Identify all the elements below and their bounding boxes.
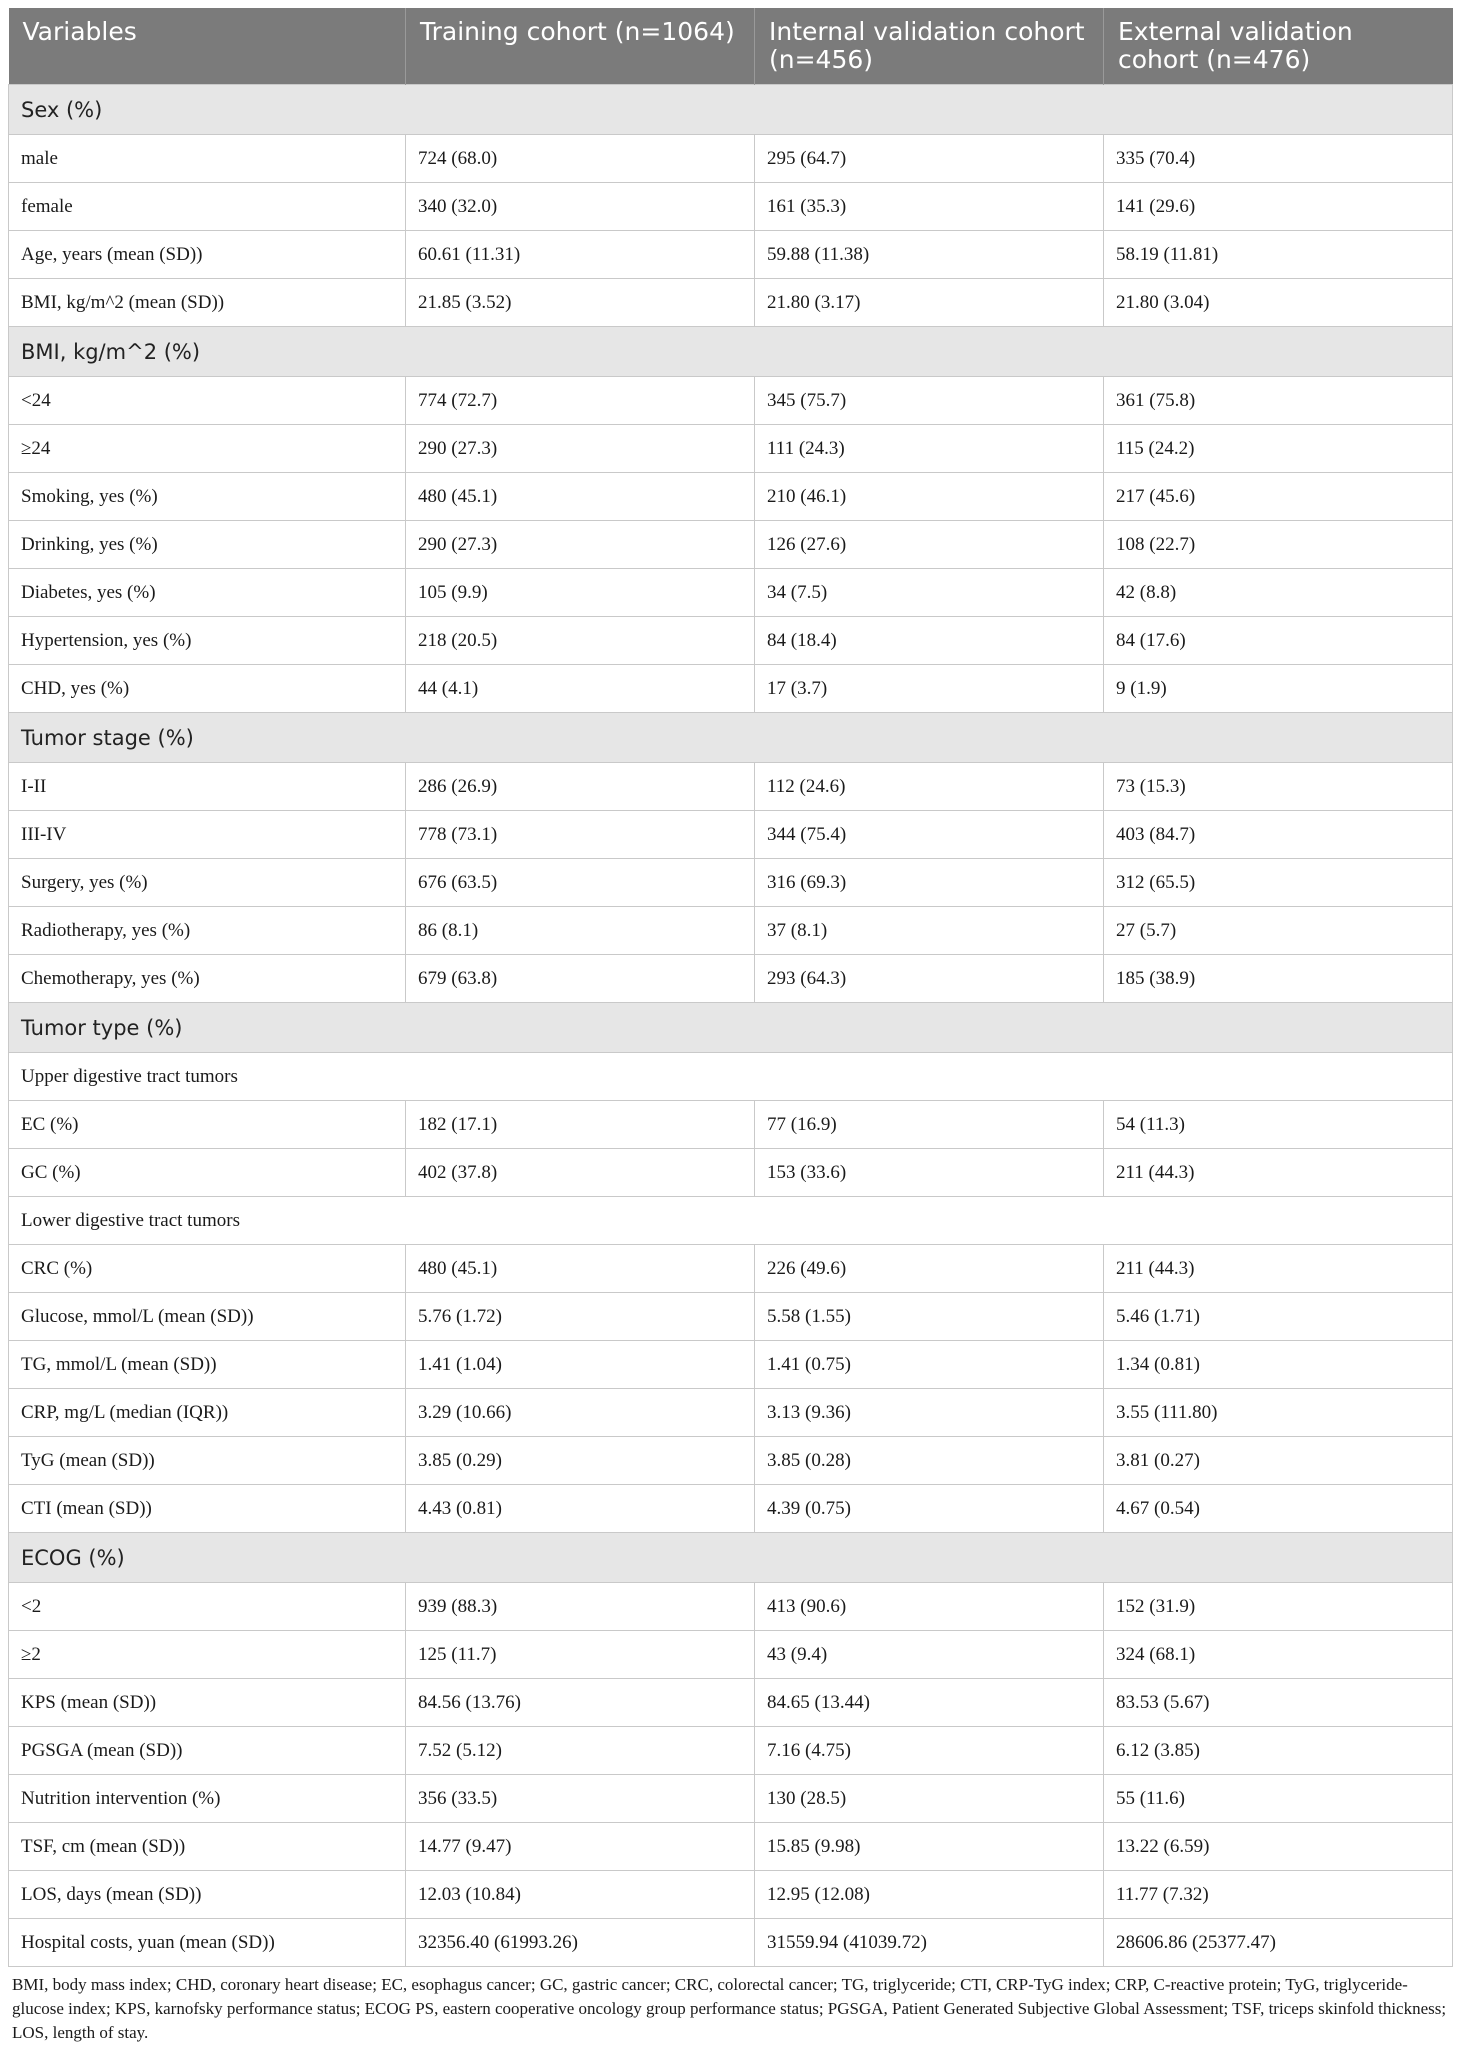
table-row	[9, 907, 1453, 955]
training-value-cell: 32356.40 (61993.26)	[406, 1919, 755, 1967]
table-row	[9, 183, 1453, 231]
variable-cell: LOS, days (mean (SD))	[9, 1871, 406, 1919]
variable-cell: male	[9, 135, 406, 183]
variable-cell: <2	[9, 1583, 406, 1631]
section-label: Tumor type (%)	[9, 1003, 1453, 1053]
internal-value-cell: 345 (75.7)	[755, 377, 1104, 425]
external-value-cell: 312 (65.5)	[1104, 859, 1453, 907]
internal-value-cell: 84 (18.4)	[755, 617, 1104, 665]
internal-value-cell: 112 (24.6)	[755, 763, 1104, 811]
section-header-row	[9, 1003, 1453, 1053]
table-row	[9, 1389, 1453, 1437]
variable-cell: TyG (mean (SD))	[9, 1437, 406, 1485]
internal-value-cell: 5.58 (1.55)	[755, 1293, 1104, 1341]
table-row	[9, 617, 1453, 665]
variable-cell: BMI, kg/m^2 (mean (SD))	[9, 279, 406, 327]
table-footnote: BMI, body mass index; CHD, coronary heart disease; EC, esophagus cancer; GC, gastric cancer; CRC, colorectal cancer; TG, triglyceride; CTI, CRP-TyG index; CRP, C-reactive protein; TyG, triglyceride-glucose index; KPS, karnofsky performance status; ECOG PS, eastern cooperative oncology group performance status; PGSGA, Patient Generated Subjective Global Assessment; TSF, triceps skinfold thickness; LOS, length of stay.	[12, 1975, 1447, 2042]
table-row	[9, 811, 1453, 859]
table-row	[9, 1293, 1453, 1341]
internal-value-cell: 37 (8.1)	[755, 907, 1104, 955]
variable-cell: <24	[9, 377, 406, 425]
internal-value-cell: 111 (24.3)	[755, 425, 1104, 473]
variable-cell: CHD, yes (%)	[9, 665, 406, 713]
external-value-cell: 3.55 (111.80)	[1104, 1389, 1453, 1437]
table-row	[9, 1583, 1453, 1631]
training-value-cell: 105 (9.9)	[406, 569, 755, 617]
external-value-cell: 11.77 (7.32)	[1104, 1871, 1453, 1919]
table-row	[9, 859, 1453, 907]
internal-value-cell: 34 (7.5)	[755, 569, 1104, 617]
external-value-cell: 335 (70.4)	[1104, 135, 1453, 183]
external-value-cell: 324 (68.1)	[1104, 1631, 1453, 1679]
subgroup-header-row	[9, 1053, 1453, 1101]
internal-value-cell: 226 (49.6)	[755, 1245, 1104, 1293]
external-value-cell: 1.34 (0.81)	[1104, 1341, 1453, 1389]
table-row	[9, 521, 1453, 569]
table-row	[9, 1631, 1453, 1679]
training-value-cell: 480 (45.1)	[406, 1245, 755, 1293]
table-row	[9, 1245, 1453, 1293]
external-value-cell: 5.46 (1.71)	[1104, 1293, 1453, 1341]
variable-cell: Nutrition intervention (%)	[9, 1775, 406, 1823]
external-value-cell: 58.19 (11.81)	[1104, 231, 1453, 279]
training-value-cell: 4.43 (0.81)	[406, 1485, 755, 1533]
table-row	[9, 425, 1453, 473]
external-value-cell: 185 (38.9)	[1104, 955, 1453, 1003]
external-value-cell: 361 (75.8)	[1104, 377, 1453, 425]
section-label: ECOG (%)	[9, 1533, 1453, 1583]
external-value-cell: 211 (44.3)	[1104, 1245, 1453, 1293]
table-row	[9, 955, 1453, 1003]
external-value-cell: 4.67 (0.54)	[1104, 1485, 1453, 1533]
training-value-cell: 44 (4.1)	[406, 665, 755, 713]
internal-value-cell: 12.95 (12.08)	[755, 1871, 1104, 1919]
variable-cell: TSF, cm (mean (SD))	[9, 1823, 406, 1871]
variable-cell: Diabetes, yes (%)	[9, 569, 406, 617]
table-row	[9, 1727, 1453, 1775]
training-value-cell: 724 (68.0)	[406, 135, 755, 183]
variable-cell: Smoking, yes (%)	[9, 473, 406, 521]
variable-cell: female	[9, 183, 406, 231]
table-row	[9, 279, 1453, 327]
variable-cell: KPS (mean (SD))	[9, 1679, 406, 1727]
training-value-cell: 182 (17.1)	[406, 1101, 755, 1149]
external-value-cell: 152 (31.9)	[1104, 1583, 1453, 1631]
training-value-cell: 340 (32.0)	[406, 183, 755, 231]
internal-value-cell: 84.65 (13.44)	[755, 1679, 1104, 1727]
internal-value-cell: 344 (75.4)	[755, 811, 1104, 859]
variable-cell: Hospital costs, yuan (mean (SD))	[9, 1919, 406, 1967]
internal-value-cell: 17 (3.7)	[755, 665, 1104, 713]
training-value-cell: 356 (33.5)	[406, 1775, 755, 1823]
training-value-cell: 774 (72.7)	[406, 377, 755, 425]
table-row	[9, 763, 1453, 811]
external-value-cell: 42 (8.8)	[1104, 569, 1453, 617]
header-row	[9, 8, 1453, 85]
table-row	[9, 1823, 1453, 1871]
external-value-cell: 3.81 (0.27)	[1104, 1437, 1453, 1485]
external-value-cell: 83.53 (5.67)	[1104, 1679, 1453, 1727]
training-value-cell: 286 (26.9)	[406, 763, 755, 811]
variable-cell: Glucose, mmol/L (mean (SD))	[9, 1293, 406, 1341]
internal-value-cell: 21.80 (3.17)	[755, 279, 1104, 327]
table-row	[9, 135, 1453, 183]
table-row	[9, 473, 1453, 521]
internal-value-cell: 31559.94 (41039.72)	[755, 1919, 1104, 1967]
table-row	[9, 1871, 1453, 1919]
subgroup-header-row	[9, 1197, 1453, 1245]
training-value-cell: 3.85 (0.29)	[406, 1437, 755, 1485]
external-value-cell: 54 (11.3)	[1104, 1101, 1453, 1149]
cohort-characteristics-table	[8, 8, 1453, 1967]
section-label: BMI, kg/m^2 (%)	[9, 327, 1453, 377]
header-variables: Variables	[9, 8, 406, 85]
variable-cell: III-IV	[9, 811, 406, 859]
external-value-cell: 115 (24.2)	[1104, 425, 1453, 473]
internal-value-cell: 7.16 (4.75)	[755, 1727, 1104, 1775]
variable-cell: Age, years (mean (SD))	[9, 231, 406, 279]
table-container	[8, 8, 1452, 2045]
external-value-cell: 141 (29.6)	[1104, 183, 1453, 231]
internal-value-cell: 316 (69.3)	[755, 859, 1104, 907]
header-external-validation-cohort: External validation cohort (n=476)	[1104, 8, 1453, 85]
variable-cell: Drinking, yes (%)	[9, 521, 406, 569]
external-value-cell: 21.80 (3.04)	[1104, 279, 1453, 327]
table-row	[9, 1919, 1453, 1967]
training-value-cell: 12.03 (10.84)	[406, 1871, 755, 1919]
training-value-cell: 86 (8.1)	[406, 907, 755, 955]
variable-cell: CRP, mg/L (median (IQR))	[9, 1389, 406, 1437]
header-internal-validation-cohort: Internal validation cohort (n=456)	[755, 8, 1104, 85]
table-row	[9, 1679, 1453, 1727]
variable-cell: PGSGA (mean (SD))	[9, 1727, 406, 1775]
training-value-cell: 5.76 (1.72)	[406, 1293, 755, 1341]
internal-value-cell: 293 (64.3)	[755, 955, 1104, 1003]
external-value-cell: 403 (84.7)	[1104, 811, 1453, 859]
subgroup-label: Lower digestive tract tumors	[9, 1197, 1453, 1245]
internal-value-cell: 153 (33.6)	[755, 1149, 1104, 1197]
internal-value-cell: 126 (27.6)	[755, 521, 1104, 569]
internal-value-cell: 15.85 (9.98)	[755, 1823, 1104, 1871]
internal-value-cell: 4.39 (0.75)	[755, 1485, 1104, 1533]
table-body	[9, 85, 1453, 1967]
header-training-cohort: Training cohort (n=1064)	[406, 8, 755, 85]
table-row	[9, 569, 1453, 617]
training-value-cell: 21.85 (3.52)	[406, 279, 755, 327]
section-label: Tumor stage (%)	[9, 713, 1453, 763]
table-row	[9, 1149, 1453, 1197]
section-header-row	[9, 327, 1453, 377]
internal-value-cell: 295 (64.7)	[755, 135, 1104, 183]
training-value-cell: 480 (45.1)	[406, 473, 755, 521]
table-row	[9, 377, 1453, 425]
table-row	[9, 231, 1453, 279]
training-value-cell: 778 (73.1)	[406, 811, 755, 859]
table-row	[9, 1341, 1453, 1389]
training-value-cell: 60.61 (11.31)	[406, 231, 755, 279]
variable-cell: ≥2	[9, 1631, 406, 1679]
internal-value-cell: 59.88 (11.38)	[755, 231, 1104, 279]
variable-cell: Hypertension, yes (%)	[9, 617, 406, 665]
internal-value-cell: 77 (16.9)	[755, 1101, 1104, 1149]
external-value-cell: 27 (5.7)	[1104, 907, 1453, 955]
training-value-cell: 939 (88.3)	[406, 1583, 755, 1631]
training-value-cell: 14.77 (9.47)	[406, 1823, 755, 1871]
variable-cell: CTI (mean (SD))	[9, 1485, 406, 1533]
section-header-row	[9, 1533, 1453, 1583]
section-label: Sex (%)	[9, 85, 1453, 135]
variable-cell: GC (%)	[9, 1149, 406, 1197]
internal-value-cell: 210 (46.1)	[755, 473, 1104, 521]
table-row	[9, 665, 1453, 713]
training-value-cell: 218 (20.5)	[406, 617, 755, 665]
external-value-cell: 108 (22.7)	[1104, 521, 1453, 569]
variable-cell: Chemotherapy, yes (%)	[9, 955, 406, 1003]
subgroup-label: Upper digestive tract tumors	[9, 1053, 1453, 1101]
variable-cell: I-II	[9, 763, 406, 811]
internal-value-cell: 1.41 (0.75)	[755, 1341, 1104, 1389]
external-value-cell: 13.22 (6.59)	[1104, 1823, 1453, 1871]
internal-value-cell: 130 (28.5)	[755, 1775, 1104, 1823]
section-header-row	[9, 713, 1453, 763]
variable-cell: Surgery, yes (%)	[9, 859, 406, 907]
external-value-cell: 55 (11.6)	[1104, 1775, 1453, 1823]
table-row	[9, 1775, 1453, 1823]
training-value-cell: 679 (63.8)	[406, 955, 755, 1003]
external-value-cell: 211 (44.3)	[1104, 1149, 1453, 1197]
training-value-cell: 290 (27.3)	[406, 425, 755, 473]
external-value-cell: 6.12 (3.85)	[1104, 1727, 1453, 1775]
variable-cell: CRC (%)	[9, 1245, 406, 1293]
internal-value-cell: 3.85 (0.28)	[755, 1437, 1104, 1485]
variable-cell: TG, mmol/L (mean (SD))	[9, 1341, 406, 1389]
training-value-cell: 290 (27.3)	[406, 521, 755, 569]
external-value-cell: 84 (17.6)	[1104, 617, 1453, 665]
external-value-cell: 73 (15.3)	[1104, 763, 1453, 811]
training-value-cell: 7.52 (5.12)	[406, 1727, 755, 1775]
training-value-cell: 84.56 (13.76)	[406, 1679, 755, 1727]
external-value-cell: 28606.86 (25377.47)	[1104, 1919, 1453, 1967]
internal-value-cell: 3.13 (9.36)	[755, 1389, 1104, 1437]
internal-value-cell: 43 (9.4)	[755, 1631, 1104, 1679]
variable-cell: EC (%)	[9, 1101, 406, 1149]
table-row	[9, 1485, 1453, 1533]
internal-value-cell: 413 (90.6)	[755, 1583, 1104, 1631]
section-header-row	[9, 85, 1453, 135]
variable-cell: Radiotherapy, yes (%)	[9, 907, 406, 955]
variable-cell: ≥24	[9, 425, 406, 473]
training-value-cell: 125 (11.7)	[406, 1631, 755, 1679]
training-value-cell: 676 (63.5)	[406, 859, 755, 907]
training-value-cell: 402 (37.8)	[406, 1149, 755, 1197]
internal-value-cell: 161 (35.3)	[755, 183, 1104, 231]
external-value-cell: 9 (1.9)	[1104, 665, 1453, 713]
training-value-cell: 3.29 (10.66)	[406, 1389, 755, 1437]
table-row	[9, 1101, 1453, 1149]
table-row	[9, 1437, 1453, 1485]
training-value-cell: 1.41 (1.04)	[406, 1341, 755, 1389]
external-value-cell: 217 (45.6)	[1104, 473, 1453, 521]
